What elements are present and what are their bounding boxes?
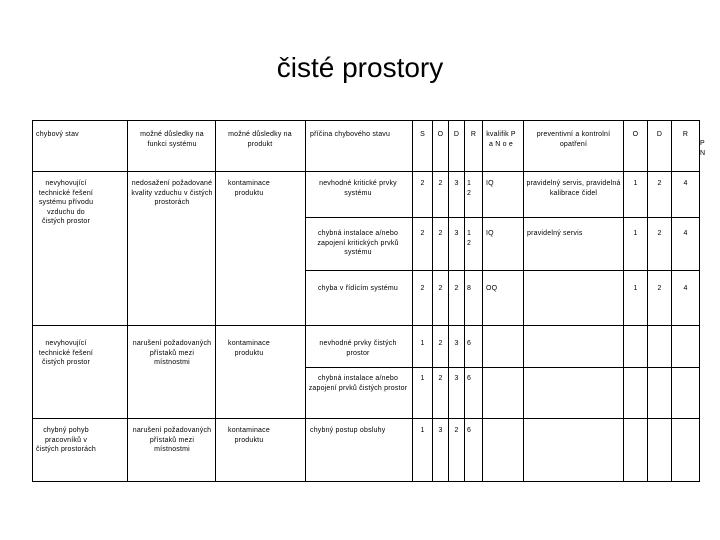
grid-line	[699, 120, 700, 482]
cell-pricina: chybný postup obsluhy	[310, 427, 386, 434]
grid-line	[523, 120, 524, 482]
grid-line	[32, 418, 700, 419]
cell-d2: 2	[657, 230, 662, 237]
cell-kvalifikace: IQ	[486, 180, 494, 187]
cell-s: 2	[420, 230, 425, 237]
grid-line	[482, 120, 483, 482]
cell-d: 2	[454, 285, 459, 292]
cell-dusledky-system: nedosažení požadované kvality vzduchu v čistých prostorách	[131, 180, 213, 206]
header-d2: D	[656, 131, 663, 138]
header-r2: R	[682, 131, 689, 138]
grid-line	[305, 217, 700, 218]
cell-d: 3	[454, 375, 459, 382]
header-o2: O	[632, 131, 639, 138]
grid-line	[647, 120, 648, 482]
header-chybovy-stav: chybový stav	[36, 131, 79, 138]
cell-o2: 1	[633, 285, 638, 292]
header-o: O	[437, 131, 444, 138]
cell-d: 3	[454, 180, 459, 187]
header-kvalifikace: kvalifik P a N o e	[486, 131, 516, 148]
cell-d: 3	[454, 340, 459, 347]
cell-o2: 1	[633, 230, 638, 237]
grid-line	[305, 270, 700, 271]
cell-dusledky-system: narušení požadovaných přístaků mezi místnostmi	[132, 340, 212, 366]
header-r: R	[470, 131, 477, 138]
header-pricina: příčina chybového stavu	[310, 131, 391, 138]
cell-r: 6	[466, 340, 472, 347]
cell-o: 2	[438, 375, 443, 382]
cell-r2: 4	[683, 230, 688, 237]
cell-d2: 2	[657, 285, 662, 292]
cell-pricina: nevhodné prvky čistých prostor	[319, 340, 397, 357]
cell-r: 1 2	[466, 230, 472, 247]
header-s: S	[420, 131, 425, 138]
header-d: D	[453, 131, 460, 138]
cell-d2: 2	[657, 180, 662, 187]
grid-line	[305, 367, 700, 368]
cell-kvalifikace: IQ	[486, 230, 494, 237]
cell-pricina: chybná instalace a/nebo zapojení prvků čistých prostor	[308, 375, 408, 392]
grid-line	[623, 120, 624, 482]
cell-o2: 1	[633, 180, 638, 187]
cell-r: 6	[466, 427, 472, 434]
cell-s: 2	[420, 180, 425, 187]
grid-line	[127, 120, 128, 482]
cell-opatreni: pravidelný servis, pravidelná kalibrace čidel	[526, 180, 621, 197]
grid-line	[32, 325, 700, 326]
cell-o: 2	[438, 340, 443, 347]
cell-r2: 4	[683, 285, 688, 292]
header-opatreni: preventivní a kontrolní opatření	[536, 131, 611, 148]
grid-line	[32, 120, 33, 482]
cell-s: 1	[420, 427, 425, 434]
header-dusledky-system: možné důsledky na funkci systému	[140, 131, 204, 148]
cell-r: 8	[466, 285, 472, 292]
cell-r: 1 2	[466, 180, 472, 197]
fmea-table	[32, 120, 700, 482]
cell-o: 2	[438, 285, 443, 292]
grid-line	[32, 171, 700, 172]
header-dusledky-produkt: možné důsledky na produkt	[228, 131, 292, 148]
cell-opatreni: pravidelný servis	[527, 230, 583, 237]
cell-d: 3	[454, 230, 459, 237]
cell-s: 1	[420, 340, 425, 347]
cell-chybovy-stav: chybný pohyb pracovníků v čistých prostorách	[36, 427, 97, 453]
cell-pricina: chybná instalace a/nebo zapojení kritických prvků systému	[317, 230, 399, 256]
grid-line	[32, 481, 700, 482]
header-overflow-text: P N	[700, 140, 706, 157]
cell-dusledky-produkt: kontaminace produktu	[228, 340, 270, 357]
grid-line	[671, 120, 672, 482]
cell-r: 6	[466, 375, 472, 382]
cell-pricina: chyba v řídícím systému	[317, 285, 399, 292]
cell-r2: 4	[683, 180, 688, 187]
cell-o: 2	[438, 230, 443, 237]
cell-o: 3	[438, 427, 443, 434]
cell-chybovy-stav: nevyhovující technické řešení systému přívodu vzduchu do čistých prostor	[38, 180, 94, 225]
cell-kvalifikace: OQ	[486, 285, 498, 292]
cell-dusledky-produkt: kontaminace produktu	[228, 180, 270, 197]
cell-dusledky-system: narušení požadovaných přístaků mezi místnostmi	[132, 427, 212, 453]
grid-line	[305, 120, 306, 482]
cell-d: 2	[454, 427, 459, 434]
cell-s: 1	[420, 375, 425, 382]
grid-line	[215, 120, 216, 482]
page-title: čisté prostory	[276, 52, 444, 83]
cell-chybovy-stav: nevyhovující technické řešení čistých prostor	[38, 340, 94, 366]
cell-o: 2	[438, 180, 443, 187]
cell-dusledky-produkt: kontaminace produktu	[228, 427, 270, 444]
cell-s: 2	[420, 285, 425, 292]
cell-pricina: nevhodné kritické prvky systému	[319, 180, 397, 197]
grid-line	[32, 120, 700, 121]
